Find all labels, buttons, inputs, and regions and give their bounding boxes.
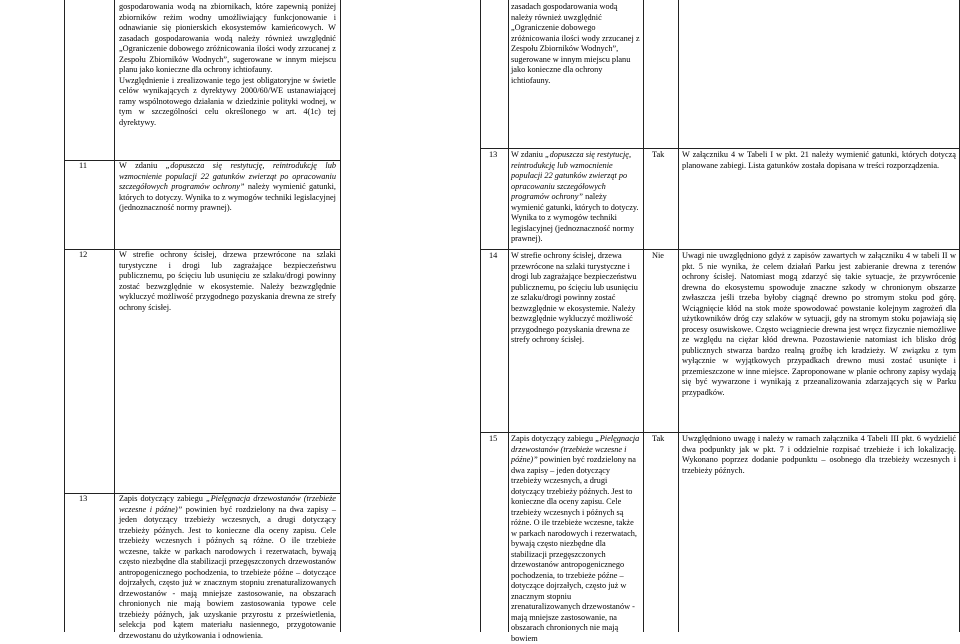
right-row-continuation: zasadach gospodarowania wodą należy również uwzględnić „Ograniczenie dobowego zróżnicowania ilości wody zrzucanej z Zespołu Zbiorników Wodnych”, sugerowane w innym miejscu planu jako konieczne dla ochrony ichtiofauny. (511, 2, 640, 85)
text: W zdaniu (119, 161, 166, 170)
right-row-13-text (511, 150, 640, 245)
right-table-divider (643, 0, 644, 632)
right-row-separator (480, 148, 960, 149)
quoted-text: „dopuszcza się restytucję, reintrodukcję lub wzmocnienie populacji 22 gatunków zwierząt po opracowaniu szczegółowych programów ochrony” (511, 150, 632, 201)
right-table-divider (678, 0, 679, 632)
comment-cell: Uwzględniono uwagę i należy w ramach załącznika 4 Tabeli III pkt. 6 wydzielić dwa podpunkty jak w pkt. 7 i oddzielnie rozpisać trzebieże i ich lokalizację. Wykonano poprzez dodanie podpunktu – osobnego dla trzebieży wczesnych i trzebieży późnych. (682, 434, 956, 475)
decision-cell: Tak (652, 434, 665, 443)
text: powinien być rozdzielony na dwa zapisy – jeden dotyczący trzebieży wczesnych, a drugi dotyczący trzebieży późnych. Jest to konieczne dla oceny zapisu. Cele trzebieży wczesnych i późnych są różne. O ile trzebieże wczesne, także w parkach narodowych i rezerwatach, bywają często niezbędne dla stabilizacji przegęszczonych drzewostanów antropogenicznego pochodzenia, to trzebieże późne – dotyczące dojrzałych, często już w znacznym stopniu zrenaturalizowanych drzewostanów - mają mniejsze zastosowanie, na obszarach chronionych nie mają bowiem zastosowania typowe cele trzebieży późnych, jak uzyskanie przyrostu z prześwietlenia, selekcja pod kątem materiału nasiennego, przygotowanie drzewostanu do użytkowania i odnowienia. (119, 504, 336, 640)
left-table-border-right (340, 0, 341, 632)
left-table-divider (114, 0, 115, 632)
right-row-14-text: W strefie ochrony ścisłej, drzewa przewrócone na szlaki turystyczne i drogi lub zagrażające bezpieczeństwu publicznemu, po ścięciu lub usunięciu ze szlaku/drogi powinny zostać bezwzględnie w ekosystemie. Należy bezwzględnie wykluczyć możliwość przygodnego pozyskania drewna ze strefy ochrony ścisłej. (511, 251, 638, 344)
left-row-12-text: W strefie ochrony ścisłej, drzewa przewrócone na szlaki turystyczne i drogi lub zagrażające bezpieczeństwu publicznemu, po ścięciu lub usunięciu ze szlaku/drogi powinny zostać bezwzględnie w ekosystemie. Należy bezwzględnie wykluczyć możliwość przygodnego pozyskania drewna ze strefy ochrony ścisłej. (119, 250, 336, 312)
paragraph: Uwzględnienie i zrealizowanie tego jest obligatoryjne w świetle celów wynikających z dyrektywy 2000/60/WE ustanawiającej ramy wspólnotowego działania w dziedzinie polityki wodnej, w tym w szczególności celu określonego w art. 4(1c) tej dyrektywy. (119, 75, 336, 127)
paragraph: gospodarowania wodą na zbiornikach, które zapewnią poniżej zbiorników reżim wodny umożliwiający funkcjonowanie i odnawianie się pionierskich ekosystemów kamieńcowych. W zasadach gospodarowania wodą należy również uwzględnić „Ograniczenie dobowego zróżnicowania ilości wody zrzucanej z Zespołu Zbiorników Wodnych”, sugerowane w innym miejscu planu jako konieczne dla ochrony ichtiofauny. (119, 2, 336, 74)
row-number: 12 (79, 250, 88, 259)
text: należy wymienić gatunki, których to dotyczy. Wynika to z wymogów techniki legislacyjnej (jednoznaczność normy prawnej). (119, 182, 336, 212)
left-row-11-text (119, 161, 336, 214)
row-number: 11 (79, 161, 87, 170)
row-number: 15 (489, 434, 498, 443)
right-row-15-text (511, 434, 640, 644)
row-number: 13 (489, 150, 498, 159)
row-number: 13 (79, 494, 88, 503)
row-number: 14 (489, 251, 498, 260)
text: należy wymienić gatunki, których to dotyczy. Wynika to z wymogów techniki legislacyjnej (jednoznaczność normy prawnej). (511, 192, 639, 243)
text: powinien być rozdzielony na dwa zapisy – jeden dotyczący trzebieży wczesnych, a drugi dotyczący trzebieży późnych. Jest to konieczne dla oceny zapisu. Cele trzebieży wczesnych i późnych są różne. O ile trzebieże wczesne, także w parkach narodowych i rezerwatach, bywają często niezbędne dla stabilizacji przegęszczonych drzewostanów antropogenicznego pochodzenia, to trzebieże późne – dotyczące dojrzałych, często już w znacznym stopniu zrenaturalizowanych drzewostanów - mają mniejsze zastosowanie, na obszarach chronionych nie mają bowiem (511, 455, 638, 643)
comment-cell: Uwagi nie uwzględniono gdyż z zapisów zawartych w załączniku 4 w tabeli II w pkt. 5 nie wynika, że celem działań Parku jest zabieranie drewna z terenów ochrony ścisłej. Natomiast mogą zdarzyć się takie sytuacje, że przywrócenie drewna do ekosystemu spowoduje znaczne szkody w chronionym obszarze zwłaszcza jeśli trzeba byłoby ciągnąć drewno po stromym stoku pod górę. Wciągnięcie kłód na stok może spowodować powstanie kolejnym zagrożeń dla użytkowników dróg czy szlaków w sytuacji, gdy na stromym stoku pojawiają się procesy osuwiskowe. Często wciągniecie drewna jest wręcz fizycznie niemożliwe ze względu na ciężar kłód drewna. Pozostawienie natomiast ich blisko dróg publicznych stwarza bardzo realną groźbę ich kradzieży. W związku z tym wyłącznie w wyjątkowych przypadkach drewno musi zostać usunięte i przemieszczone w inne miejsce. Zaproponowane w planie ochrony zapisy wydają się być wywarzone i wynikają z przeanalizowania zdarzających się w Parku przypadków. (682, 251, 956, 397)
quoted-text: „dopuszcza się restytucję, reintrodukcję lub wzmocnienie populacji 22 gatunków zwierząt po opracowaniu szczegółowych programów ochrony” (119, 161, 336, 191)
text: Zapis dotyczący zabiegu (511, 434, 596, 443)
right-row-separator (480, 249, 960, 250)
right-table-divider (508, 0, 509, 632)
left-row-13-text (119, 494, 336, 641)
left-row-continuation (119, 2, 336, 128)
right-table-border-left (480, 0, 481, 632)
quoted-text: „Pielęgnacja drzewostanów (trzebieże wczesne i późne)” (119, 494, 336, 514)
text: W zdaniu (511, 150, 545, 159)
decision-cell: Nie (652, 251, 664, 260)
comment-cell: W załączniku 4 w Tabeli I w pkt. 21 należy wymienić gatunki, których dotyczą planowane zabiegi. Lista gatunków została dopisana w treści rozporządzenia. (682, 150, 956, 170)
text: Zapis dotyczący zabiegu (119, 494, 206, 503)
right-row-separator (480, 432, 960, 433)
quoted-text: „Pielęgnacja drzewostanów (trzebieże wczesne i późne)” (511, 434, 640, 464)
left-table-border-left (64, 0, 65, 632)
decision-cell: Tak (652, 150, 665, 159)
